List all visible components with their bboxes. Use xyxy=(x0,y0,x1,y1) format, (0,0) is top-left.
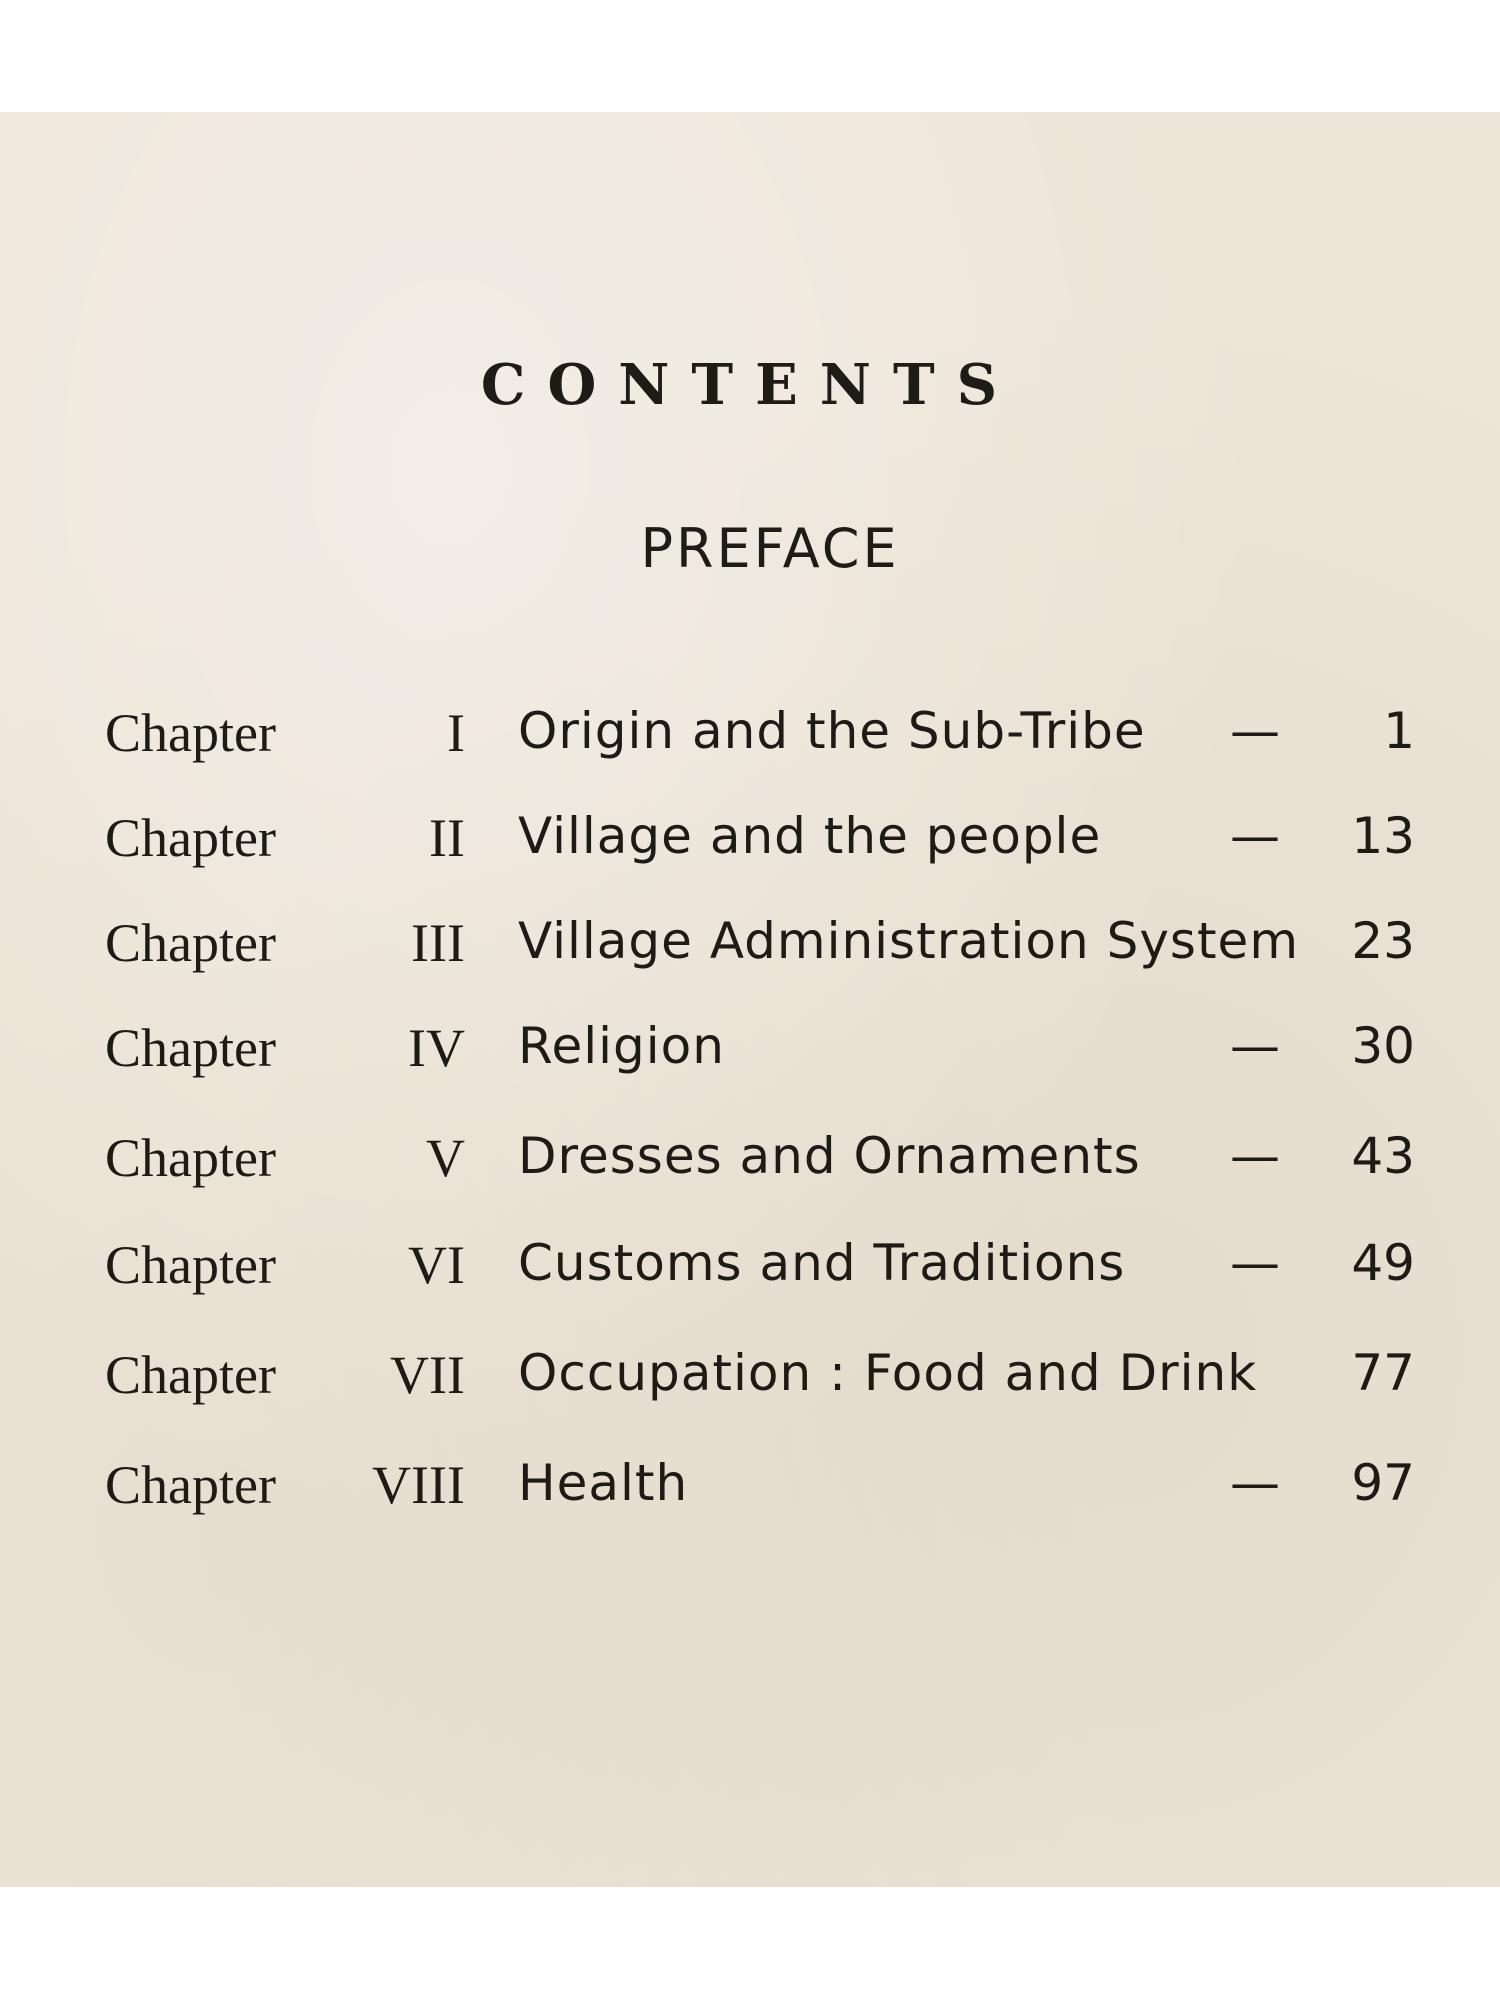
toc-row xyxy=(0,1344,1500,1414)
page-number: 13 xyxy=(1351,807,1415,865)
toc-row xyxy=(0,912,1500,982)
page-number: 77 xyxy=(1351,1344,1415,1402)
toc-row xyxy=(0,702,1500,772)
chapter-label: Chapter xyxy=(105,1345,276,1405)
toc-row xyxy=(0,1234,1500,1304)
page-number: 30 xyxy=(1351,1017,1415,1075)
leader-dash: — xyxy=(1230,702,1280,760)
chapter-title: Village Administration System xyxy=(518,912,1300,970)
chapter-label: Chapter xyxy=(105,1018,276,1078)
page-number: 23 xyxy=(1351,912,1415,970)
leader-dash: — xyxy=(1230,1017,1280,1075)
chapter-numeral: VI xyxy=(408,1235,465,1295)
chapter-numeral: II xyxy=(429,808,465,868)
chapter-label: Chapter xyxy=(105,1128,276,1188)
contents-heading: CONTENTS xyxy=(480,352,1020,418)
leader-dash: — xyxy=(1230,1454,1280,1512)
chapter-label: Chapter xyxy=(105,1235,276,1295)
chapter-numeral: VIII xyxy=(372,1455,465,1515)
chapter-label: Chapter xyxy=(105,913,276,973)
page-number: 49 xyxy=(1351,1234,1415,1292)
chapter-numeral: VII xyxy=(390,1345,465,1405)
page-number: 43 xyxy=(1351,1127,1415,1185)
leader-dash: — xyxy=(1230,1234,1280,1292)
chapter-title: Occupation : Food and Drink xyxy=(518,1344,1258,1402)
chapter-title: Religion xyxy=(518,1017,725,1075)
book-page xyxy=(0,112,1500,1887)
toc-row xyxy=(0,1017,1500,1087)
chapter-title: Village and the people xyxy=(518,807,1102,865)
chapter-label: Chapter xyxy=(105,1455,276,1515)
chapter-title: Health xyxy=(518,1454,689,1512)
chapter-title: Dresses and Ornaments xyxy=(518,1127,1141,1185)
preface-entry: PREFACE xyxy=(640,517,900,580)
toc-row xyxy=(0,807,1500,877)
chapter-label: Chapter xyxy=(105,703,276,763)
leader-dash: — xyxy=(1230,807,1280,865)
chapter-numeral: IV xyxy=(408,1018,465,1078)
chapter-numeral: V xyxy=(426,1128,465,1188)
toc-row xyxy=(0,1127,1500,1197)
chapter-title: Customs and Traditions xyxy=(518,1234,1126,1292)
chapter-label: Chapter xyxy=(105,808,276,868)
chapter-numeral: I xyxy=(447,703,465,763)
toc-row xyxy=(0,1454,1500,1524)
chapter-title: Origin and the Sub-Tribe xyxy=(518,702,1146,760)
chapter-numeral: III xyxy=(411,913,465,973)
page-number: 97 xyxy=(1351,1454,1415,1512)
page-number: 1 xyxy=(1383,702,1415,760)
leader-dash: — xyxy=(1230,1127,1280,1185)
